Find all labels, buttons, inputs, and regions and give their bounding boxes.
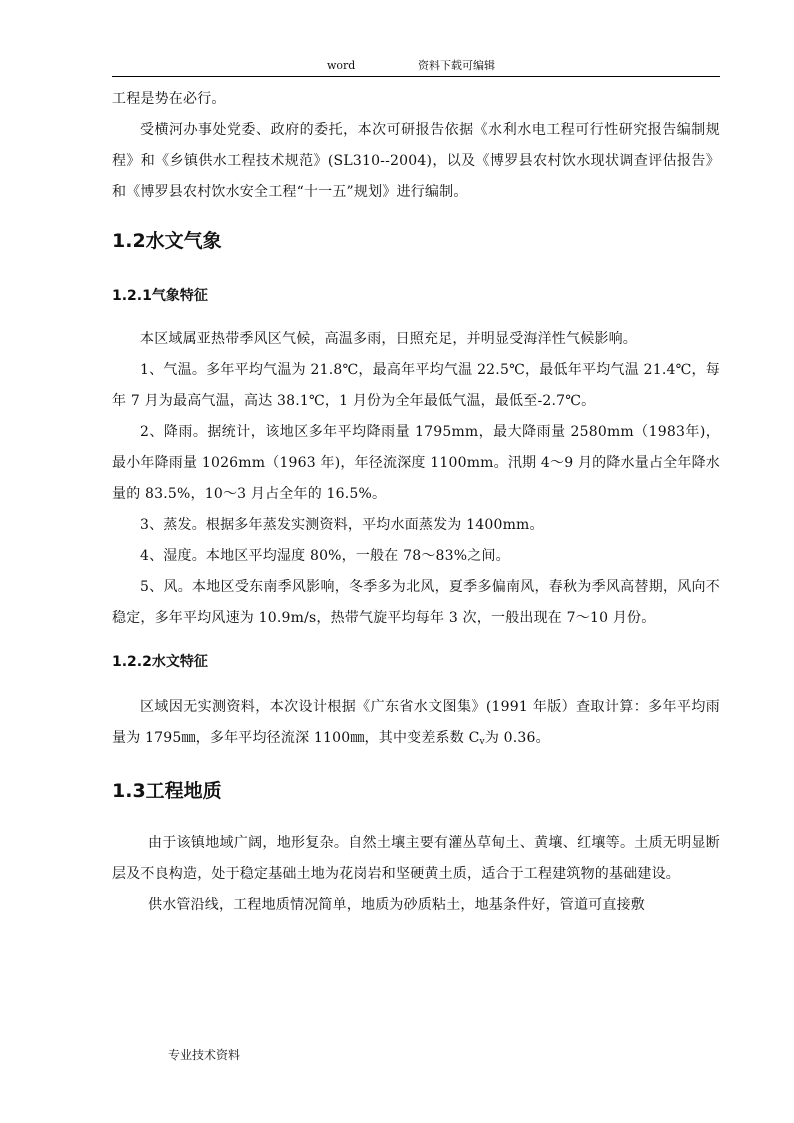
header-editable-label: 资料下载可编辑: [418, 59, 495, 72]
paragraph-continuation: 工程是势在必行。: [112, 91, 226, 107]
section-heading-1-2: 1.2水文气象: [112, 230, 222, 252]
subsection-heading-1-2-2: 1.2.2水文特征: [112, 654, 208, 670]
page-header: [112, 56, 720, 77]
subsection-heading-1-2-1: 1.2.1气象特征: [112, 288, 208, 304]
hydrology-text-a: 区域因无实测资料，本次设计根据《广东省水文图集》(1991 年版）查取计算：多年平均雨量为 1795㎜，多年平均径流深 1100㎜，其中变差系数 C: [112, 699, 720, 746]
paragraph-evaporation: 3、蒸发。根据多年蒸发实测资料，平均水面蒸发为 1400mm。: [140, 517, 544, 533]
hydrology-subscript: v: [479, 737, 485, 747]
paragraph-temperature: 1、气温。多年平均气温为 21.8℃，最高年平均气温 22.5℃，最低年平均气温 21.4℃，每年 7 月为最高气温，高达 38.1℃，1 月份为全年最低气温，最低至-2.7℃。: [112, 362, 720, 409]
paragraph-climate: 本区域属亚热带季风区气候，高温多雨，日照充足，并明显受海洋性气候影响。: [140, 331, 637, 347]
section-heading-1-3: 1.3工程地质: [112, 780, 222, 802]
hydrology-text-b: 为 0.36。: [484, 730, 550, 746]
paragraph-rainfall: 2、降雨。据统计，该地区多年平均降雨量 1795mm，最大降雨量 2580mm（1983年)，最小年降雨量 1026mm（1963 年)，年径流深度 1100mm。汛期 4～9 月的降水量占全年降水量的 83.5%，10～3 月占全年的 16.5%。: [112, 424, 720, 502]
paragraph-geology: 由于该镇地域广阔，地形复杂。自然土壤主要有灌丛草甸土、黄壤、红壤等。土质无明显断层及不良构造，处于稳定基础土地为花岗岩和坚硬黄土质，适合于工程建筑物的基础建设。: [112, 835, 720, 882]
paragraph-pipeline: 供水管沿线，工程地质情况简单，地质为砂质粘土，地基条件好，管道可直接敷: [148, 897, 645, 913]
header-word-label: word: [327, 59, 356, 72]
document-body: [112, 84, 720, 921]
page-footer: 专业技术资料: [168, 1048, 241, 1062]
paragraph-humidity: 4、湿度。本地区平均湿度 80%，一般在 78～83%之间。: [140, 548, 510, 564]
paragraph-hydrology: [112, 692, 720, 758]
paragraph-wind: 5、风。本地区受东南季风影响，冬季多为北风，夏季多偏南风，春秋为季风高替期，风向不稳定，多年平均风速为 10.9m/s，热带气旋平均每年 3 次，一般出现在 7～10 月份。: [112, 579, 720, 626]
paragraph-commission: 受横河办事处党委、政府的委托，本次可研报告依据《水利水电工程可行性研究报告编制规程》和《乡镇供水工程技术规范》(SL310--2004)，以及《博罗县农村饮水现状调查评估报告》和《博罗县农村饮水安全工程“十一五”规划》进行编制。: [112, 122, 720, 200]
